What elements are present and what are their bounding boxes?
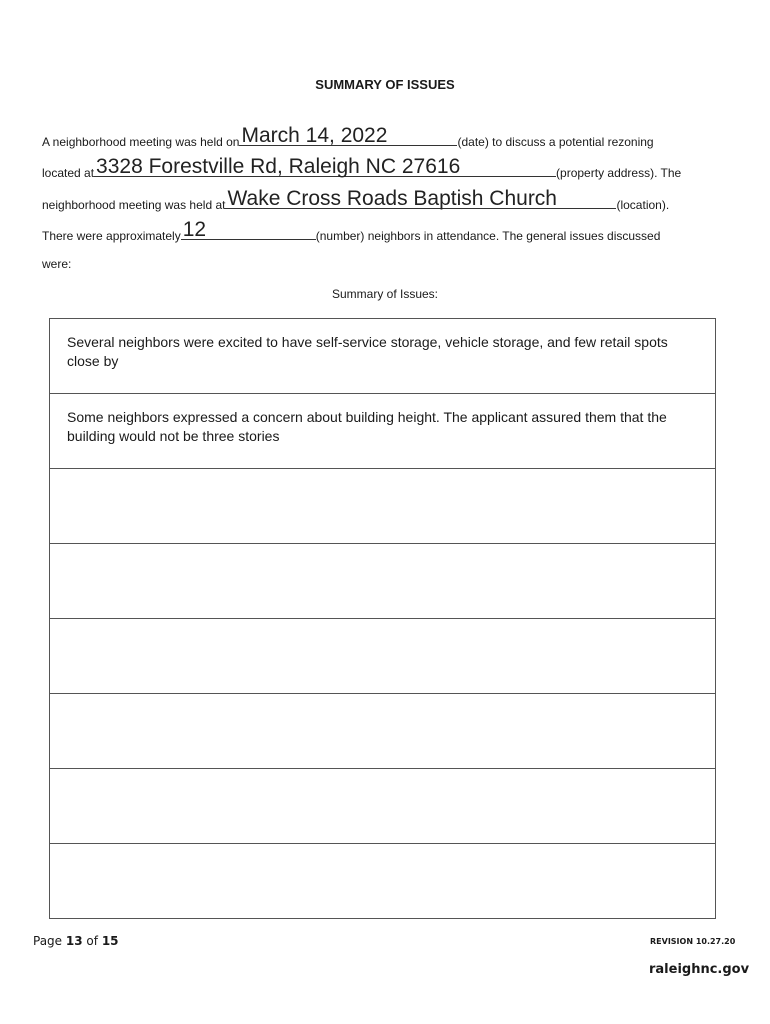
site-url: raleighnc.gov bbox=[649, 962, 750, 977]
attendance-suffix: (number) neighbors in attendance. The general issues discussed bbox=[315, 229, 661, 243]
page-number bbox=[33, 934, 119, 948]
location-line bbox=[42, 187, 670, 212]
location-field[interactable] bbox=[225, 187, 616, 210]
issue-row-4[interactable] bbox=[50, 544, 715, 619]
property-address-prefix: located at bbox=[42, 166, 95, 180]
meeting-date-suffix: (date) to discuss a potential rezoning bbox=[457, 135, 654, 149]
attendance-value: 12 bbox=[182, 218, 207, 241]
issue-row-2[interactable]: Some neighbors expressed a concern about building height. The applicant assured them that the building would not be three stories bbox=[50, 394, 715, 469]
property-address-suffix: (property address). The bbox=[556, 166, 682, 180]
page-current: 13 bbox=[65, 934, 83, 948]
summary-subheading: Summary of Issues: bbox=[331, 287, 439, 301]
issue-row-1[interactable]: Several neighbors were excited to have self-service storage, vehicle storage, and few retail spots close by bbox=[50, 319, 715, 394]
issue-row-5[interactable] bbox=[50, 619, 715, 694]
issue-row-7[interactable] bbox=[50, 769, 715, 844]
property-address-field[interactable] bbox=[94, 155, 556, 178]
revision-label: REVISION 10.27.20 bbox=[650, 937, 736, 946]
property-address-value: 3328 Forestville Rd, Raleigh NC 27616 bbox=[96, 155, 461, 178]
issue-row-8[interactable] bbox=[50, 844, 715, 918]
issues-table bbox=[49, 318, 716, 919]
attendance-field[interactable] bbox=[181, 218, 316, 241]
meeting-date-field[interactable] bbox=[239, 124, 457, 147]
location-suffix: (location). bbox=[616, 198, 670, 212]
location-prefix: neighborhood meeting was held at bbox=[42, 198, 226, 212]
issue-row-6[interactable] bbox=[50, 694, 715, 769]
property-address-line bbox=[42, 155, 682, 180]
page-title: SUMMARY OF ISSUES bbox=[315, 77, 455, 92]
meeting-date-prefix: A neighborhood meeting was held on bbox=[42, 135, 240, 149]
meeting-date-value: March 14, 2022 bbox=[241, 124, 388, 147]
attendance-line bbox=[42, 218, 661, 243]
attendance-prefix: There were approximately bbox=[42, 229, 181, 243]
page-total: 15 bbox=[101, 934, 119, 948]
page-label: Page bbox=[33, 934, 63, 948]
were-line: were: bbox=[42, 257, 72, 271]
meeting-date-line bbox=[42, 124, 654, 149]
issue-row-3[interactable] bbox=[50, 469, 715, 544]
page-of: of bbox=[86, 934, 98, 948]
location-value: Wake Cross Roads Baptish Church bbox=[227, 187, 557, 210]
